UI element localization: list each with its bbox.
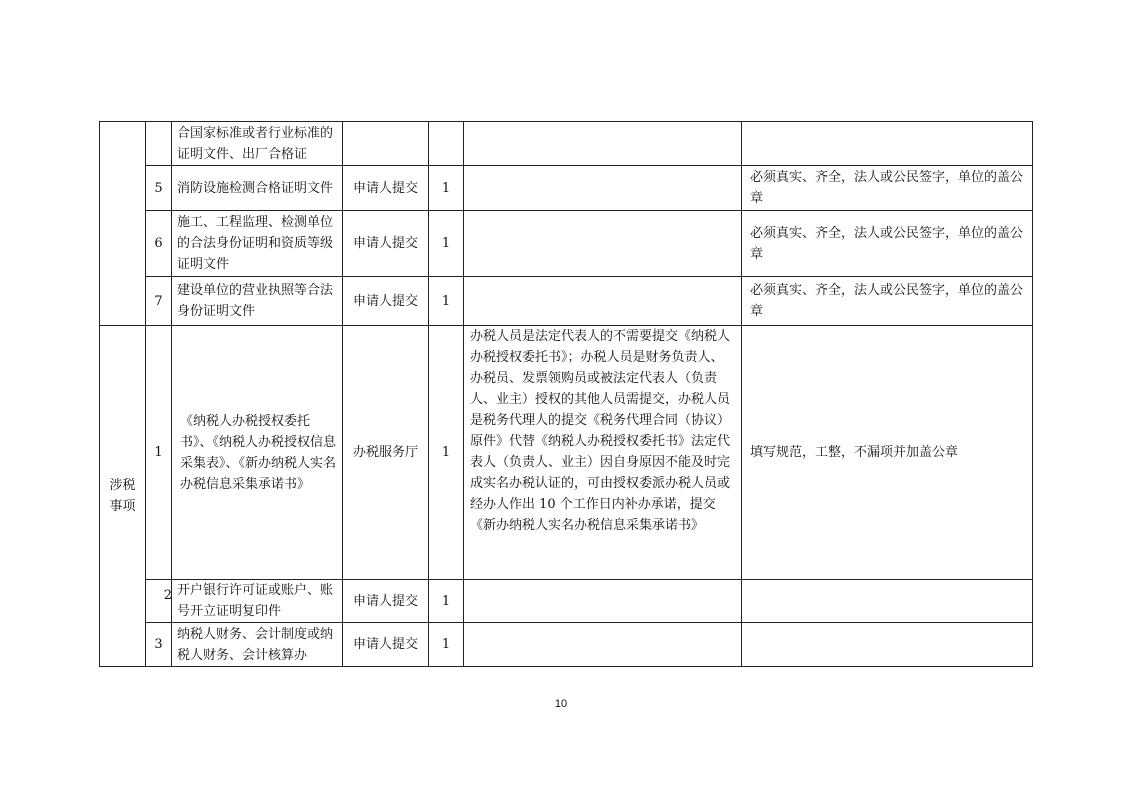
material-source: 申请人提交 [343,211,429,277]
notes [464,211,742,277]
row-number [146,122,172,166]
requirement: 必须真实、齐全，法人或公民签字，单位的盖公章 [742,211,1033,277]
material-name: 开户银行许可证或账户、账号开立证明复印件 [172,580,343,623]
row-number-cell [146,580,172,623]
page-number: 10 [554,698,568,710]
table-row [100,326,1033,580]
requirement [742,580,1033,623]
copies: 1 [429,580,464,623]
notes [464,122,742,166]
material-name: 纳税人财务、会计制度或纳税人财务、会计核算办 [172,623,343,667]
material-source: 申请人提交 [343,277,429,326]
section-label-tax: 涉税事项 [100,326,146,667]
row-number: 3 [146,623,172,667]
row-number: 7 [146,277,172,326]
row-number: 1 [146,326,172,580]
copies: 1 [429,623,464,667]
requirement: 必须真实、齐全，法人或公民签字，单位的盖公章 [742,277,1033,326]
requirement [742,623,1033,667]
table-row [100,580,1033,623]
row-number: 5 [146,166,172,211]
notes [464,277,742,326]
copies: 1 [429,166,464,211]
requirement: 填写规范，工整，不漏项并加盖公章 [742,326,1033,580]
table-row [100,277,1033,326]
material-source: 申请人提交 [343,580,429,623]
requirement [742,122,1033,166]
material-name: 消防设施检测合格证明文件 [172,166,343,211]
notes [464,623,742,667]
material-name: 合国家标准或者行业标准的证明文件、出厂合格证 [172,122,343,166]
material-source: 申请人提交 [343,166,429,211]
copies: 1 [429,326,464,580]
notes [464,580,742,623]
table-row [100,623,1033,667]
table-row [100,122,1033,166]
materials-table [99,121,1033,667]
notes: 办税人员是法定代表人的不需要提交《纳税人办税授权委托书》；办税人员是财务负责人、办税员、发票领购员或被法定代表人（负责人、业主）授权的其他人员需提交，办税人员是税务代理人的提交《税务代理合同（协议）原件》代替《纳税人办税授权委托书》法定代表人（负责人、业主）因自身原因不能及时完成实名办税认证的，可由授权委派办税人员或经办人作出 10 个工作日内补办承诺，提交《新办纳税人实名办税信息采集承诺书》 [464,326,742,580]
copies [429,122,464,166]
requirement: 必须真实、齐全，法人或公民签字，单位的盖公章 [742,166,1033,211]
material-source: 办税服务厅 [343,326,429,580]
table-row [100,166,1033,211]
table-row [100,211,1033,277]
material-name: 《纳税人办税授权委托书》、《纳税人办税授权信息采集表》、《新办纳税人实名办税信息采集承诺书》 [172,326,343,580]
section-cell-previous [100,122,146,326]
material-name: 建设单位的营业执照等合法身份证明文件 [172,277,343,326]
copies: 1 [429,211,464,277]
material-name: 施工、工程监理、检测单位的合法身份证明和资质等级证明文件 [172,211,343,277]
notes [464,166,742,211]
row-number: 2 [163,588,172,603]
material-source [343,122,429,166]
copies: 1 [429,277,464,326]
material-source: 申请人提交 [343,623,429,667]
row-number: 6 [146,211,172,277]
